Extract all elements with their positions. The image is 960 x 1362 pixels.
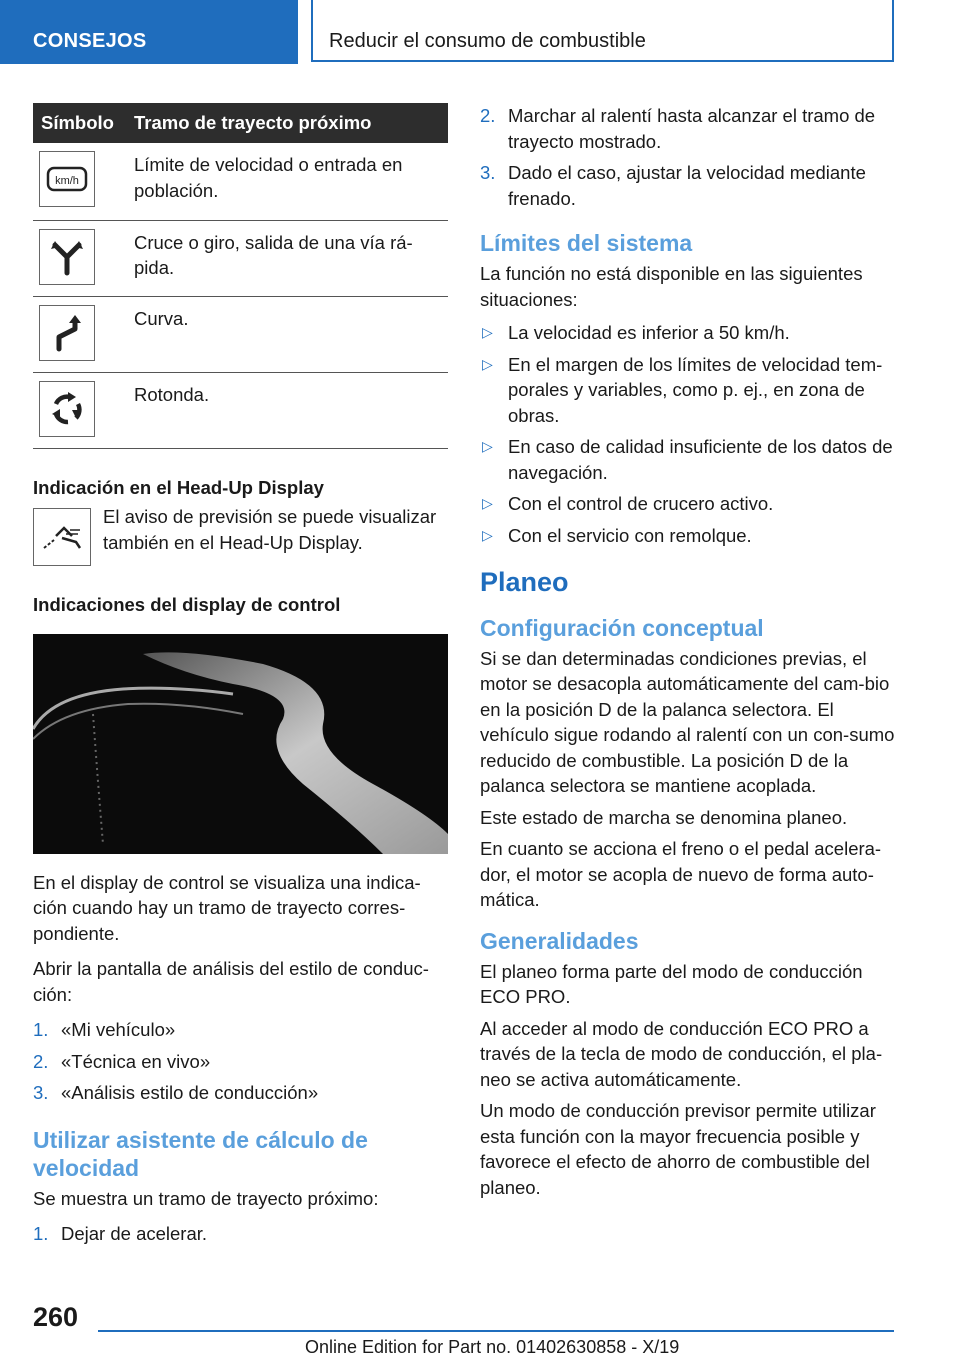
- conceptual-config-heading: Configuración conceptual: [480, 614, 764, 641]
- system-limits-intro: La función no está disponible en las siguientes situaciones:: [480, 263, 863, 310]
- page-title: Reducir el consumo de combustible: [329, 30, 646, 52]
- svg-text:km/h: km/h: [55, 175, 79, 187]
- list-item: 2. Marchar al ralentí hasta alcanzar el tramo de trayecto mostrado.: [480, 105, 876, 152]
- control-display-text: En el display de control se visualiza una indica-ción cuando hay un tramo de trayecto corres-pondiente.: [33, 871, 421, 944]
- list-item: ▷ En el margen de los límites de velocidad tem-porales y variables, como p. ej., en zona de obras.: [482, 353, 883, 426]
- list-item-text: «Análisis estilo de conducción»: [61, 1082, 319, 1103]
- roundabout-icon: [39, 381, 95, 437]
- speed-assistant-intro: Se muestra un tramo de trayecto próximo:: [33, 1187, 379, 1209]
- paragraph: Este estado de marcha se denomina planeo.: [480, 806, 848, 828]
- footer-divider: [98, 1330, 894, 1332]
- list-item: 1. Dejar de acelerar.: [33, 1223, 208, 1244]
- table-row: [33, 143, 448, 220]
- section-tab: [0, 0, 298, 64]
- hud-text: El aviso de previsión se puede visualizar también en el Head-Up Display.: [103, 506, 437, 553]
- hud-warning-icon: [33, 508, 91, 566]
- left-column: [33, 103, 448, 1253]
- page-number: 260: [33, 1302, 79, 1332]
- list-item: 1. «Mi vehículo»: [33, 1019, 176, 1040]
- table-cell-text: Rotonda.: [134, 372, 448, 448]
- table-cell-text: Límite de velocidad o entrada en población.: [134, 143, 448, 220]
- page-header: [311, 0, 894, 62]
- right-column: [480, 103, 896, 1200]
- list-item-text: En caso de calidad insuficiente de los datos de navegación.: [508, 436, 893, 483]
- paragraph: Al acceder al modo de conducción ECO PRO a través de la tecla de modo de conducción, el pla-neo se activa automáticamente.: [480, 1017, 883, 1090]
- list-item-text: En el margen de los límites de velocidad tem-porales y variables, como p. ej., en zona de obras.: [508, 353, 883, 426]
- speed-limit-kmh-icon: [39, 151, 95, 207]
- planeo-title: Planeo: [480, 567, 569, 597]
- junction-icon: [39, 229, 95, 285]
- assistant-steps-list: [33, 1221, 448, 1247]
- control-display-image: [33, 634, 448, 854]
- table-header-section: Tramo de trayecto próximo: [134, 103, 448, 143]
- list-item-text: Dado el caso, ajustar la velocidad mediante frenado.: [508, 162, 866, 209]
- list-item: ▷ En caso de calidad insuficiente de los datos de navegación.: [482, 436, 893, 483]
- system-limits-heading: Límites del sistema: [480, 230, 693, 256]
- list-item-text: Con el servicio con remolque.: [508, 524, 752, 546]
- list-item: ▷ La velocidad es inferior a 50 km/h.: [482, 322, 790, 343]
- control-display-instructions: Abrir la pantalla de análisis del estilo de conduc-ción:: [33, 958, 429, 1005]
- speed-assistant-heading: Utilizar asistente de cálculo de velocidad: [33, 1126, 368, 1181]
- list-item: 2. «Técnica en vivo»: [33, 1050, 211, 1072]
- list-item: 3. «Análisis estilo de conducción»: [33, 1082, 319, 1103]
- paragraph: En cuanto se acciona el freno o el pedal acelera-dor, el motor se acopla de nuevo de forma auto-mática.: [480, 838, 882, 910]
- list-item: ▷ Con el control de crucero activo.: [482, 493, 774, 514]
- table-cell-text: Curva.: [134, 296, 448, 372]
- menu-path-list: [33, 1017, 448, 1106]
- system-limits-list: [480, 320, 896, 548]
- list-item: 3. Dado el caso, ajustar la velocidad mediante frenado.: [480, 162, 866, 209]
- control-display-heading: Indicaciones del display de control: [33, 594, 341, 615]
- paragraph: Si se dan determinadas condiciones previas, el motor se desacopla automáticamente del cam-bio en la posición D de la palanca selectora. El vehículo sigue rodando al ralentí con un con-sumo reducido de combustible. La posición D de la palanca selectora se mantiene acoplada.: [480, 647, 895, 796]
- list-item-text: Marchar al ralentí hasta alcanzar el tramo de trayecto mostrado.: [508, 105, 876, 152]
- paragraph: El planeo forma parte del modo de conducción ECO PRO.: [480, 960, 863, 1007]
- list-item-text: Dejar de acelerar.: [61, 1223, 208, 1244]
- table-cell-text: Cruce o giro, salida de una vía rá-pida.: [134, 220, 448, 296]
- footer-edition: Online Edition for Part no. 01402630858 - X/19: [305, 1337, 680, 1357]
- assistant-steps-list-continued: [480, 103, 896, 211]
- list-item-text: «Mi vehículo»: [61, 1019, 176, 1040]
- table-row: [33, 372, 448, 448]
- list-item-text: Con el control de crucero activo.: [508, 493, 774, 514]
- paragraph: Un modo de conducción previsor permite utilizar esta función con la mayor frecuencia posible y favorece el efecto de ahorro de combustible del planeo.: [480, 1100, 876, 1198]
- table-row: [33, 220, 448, 296]
- list-item-text: La velocidad es inferior a 50 km/h.: [508, 322, 790, 343]
- curve-icon: [39, 305, 95, 361]
- table-header-symbol: Símbolo: [33, 103, 134, 143]
- section-label: CONSEJOS: [33, 30, 147, 52]
- list-item: ▷ Con el servicio con remolque.: [482, 524, 752, 546]
- symbol-table: [33, 103, 448, 449]
- table-header-row: [33, 103, 448, 143]
- hud-heading: Indicación en el Head-Up Display: [33, 476, 324, 498]
- general-heading: Generalidades: [480, 927, 639, 954]
- table-row: [33, 296, 448, 372]
- list-item-text: «Técnica en vivo»: [61, 1050, 211, 1072]
